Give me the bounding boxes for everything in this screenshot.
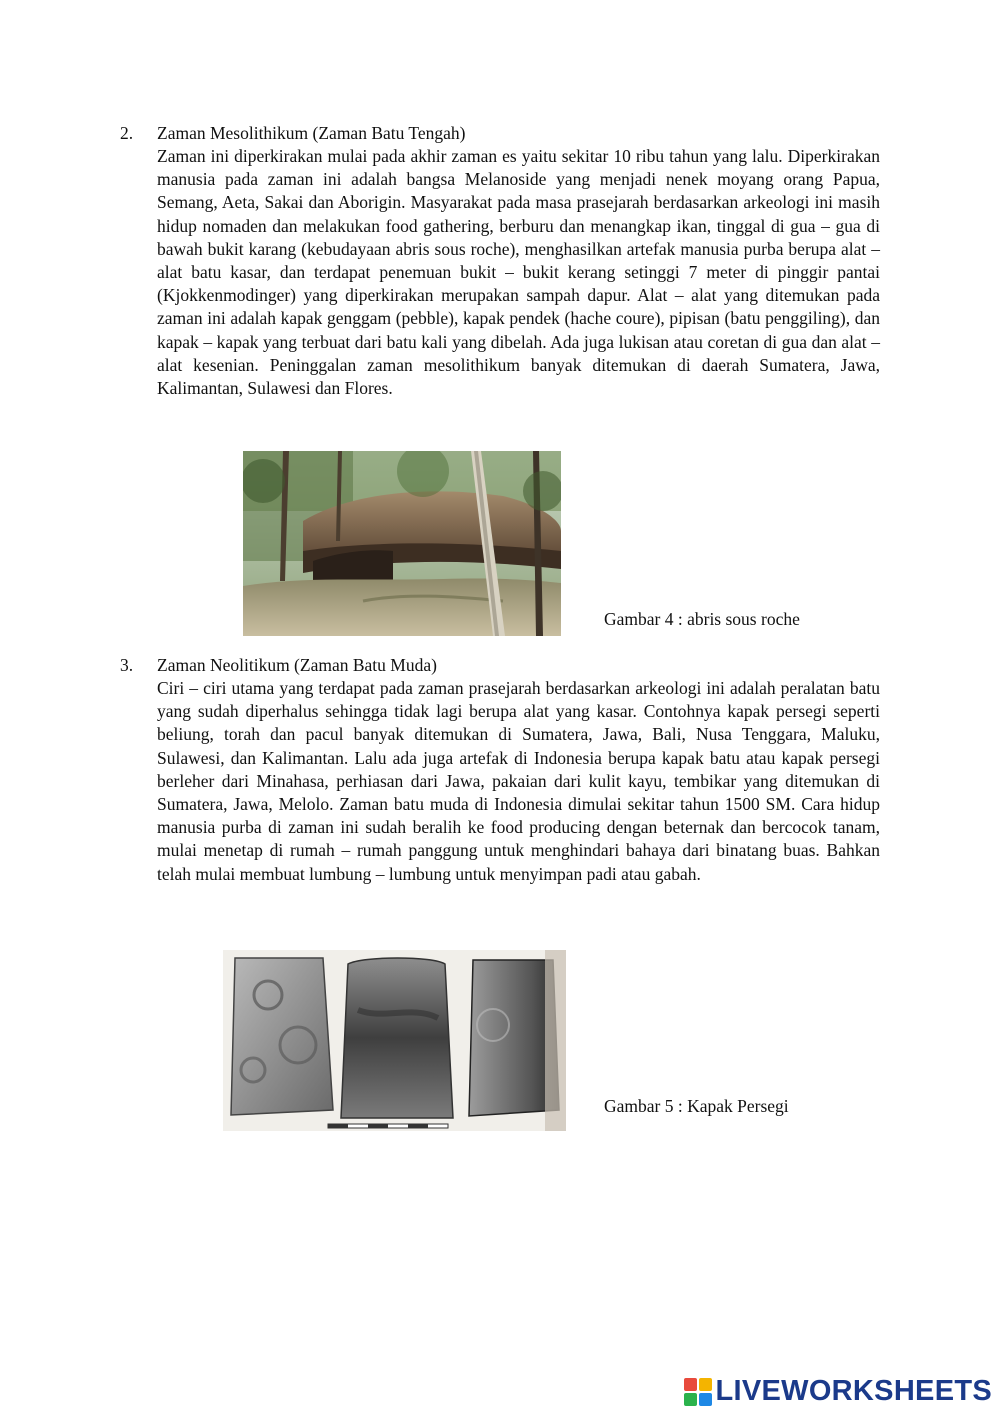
scale-bar — [328, 1124, 448, 1128]
section-paragraph: Ciri – ciri utama yang terdapat pada zaman prasejarah berdasarkan arkeologi ini adalah peralatan batu yang sudah diperhalus sehingga tidak lagi berupa alat yang kasar. Contohnya kapak persegi seperti beliung, torah dan pacul banyak ditemukan di Sumatera, Jawa, Bali, Nusa Tenggara, Maluku, Sulawesi, dan Kalimantan. Lalu ada juga artefak di Indonesia berupa kapak batu atau kapak persegi berleher dari Minahasa, perhiasan dari Jawa, pakaian dari kulit kayu, tembikar yang ditemukan di Sumatera, Jawa, Melolo. Zaman batu muda di Indonesia dimulai sekitar tahun 1500 SM. Cara hidup manusia purba di zaman ini sudah beralih ke food producing dengan beternak dan bercocok tanam, mulai menetap di rumah – rumah panggung untuk menghindari bahaya dari binatang buas. Bahkan telah mulai membuat lumbung – lumbung untuk menyimpan padi atau gabah. — [157, 678, 880, 884]
section-heading — [120, 654, 880, 677]
section-number: 3. — [120, 655, 134, 675]
section-title: Zaman Mesolithikum (Zaman Batu Tengah) — [157, 123, 466, 143]
square-axes-illustration — [223, 950, 566, 1131]
section-number: 2. — [120, 123, 134, 143]
section-heading — [120, 122, 880, 145]
section-neolitikum — [120, 654, 880, 886]
rock-shelter-illustration — [243, 451, 561, 636]
liveworksheets-logo-icon — [684, 1378, 712, 1406]
liveworksheets-watermark — [684, 1375, 993, 1408]
section-title: Zaman Neolitikum (Zaman Batu Muda) — [157, 655, 437, 675]
figure-4-caption: Gambar 4 : abris sous roche — [604, 609, 800, 629]
section-mesolithikum — [120, 122, 880, 400]
watermark-text: LIVEWORKSHEETS — [715, 1375, 992, 1407]
kapak-persegi-photo — [223, 950, 566, 1131]
figure-5-caption: Gambar 5 : Kapak Persegi — [604, 1096, 789, 1116]
section-paragraph: Zaman ini diperkirakan mulai pada akhir zaman es yaitu sekitar 10 ribu tahun yang lalu. Diperkirakan manusia pada zaman ini adalah bangsa Melanoside yang menjadi nenek moyang orang Papua, Semang, Aeta, Sakai dan Aborigin. Masyarakat pada masa prasejarah berdasarkan arkeologi ini masih hidup nomaden dan melakukan food gathering, berburu dan menangkap ikan, tinggal di gua – gua di bawah bukit karang (kebudayaan abris sous roche), menghasilkan artefak manusia purba berupa alat – alat batu kasar, dan terdapat penemuan bukit – bukit kerang setinggi 7 meter di pinggir pantai (Kjokkenmodinger) yang diperkirakan merupakan sampah dapur. Alat – alat yang ditemukan pada zaman ini adalah kapak genggam (pebble), kapak pendek (hache coure), pipisan (batu penggiling), dan kapak – kapak yang terbuat dari batu kali yang dibelah. Ada juga lukisan atau coretan di gua dan alat – alat kesenian. Peninggalan zaman mesolithikum banyak ditemukan di daerah Sumatera, Jawa, Kalimantan, Sulawesi dan Flores. — [157, 146, 880, 399]
abris-sous-roche-photo — [243, 451, 561, 636]
